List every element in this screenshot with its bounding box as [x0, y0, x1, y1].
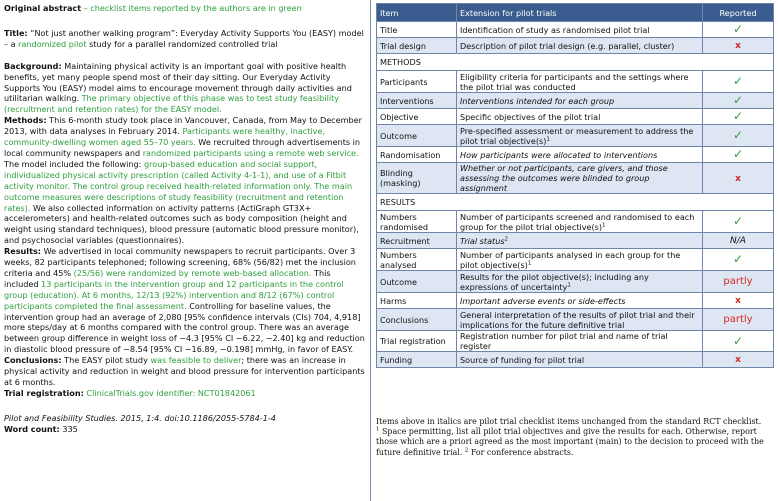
row-extension-text: Interventions intended for each group: [460, 95, 615, 106]
check-icon: ✓: [732, 128, 744, 142]
check-icon: ✓: [732, 252, 744, 266]
row-footnote-ref: 2: [504, 235, 509, 242]
check-icon: ✓: [732, 93, 744, 107]
abstract-methods: Methods: This 6-month study took place in Vancouver, Canada, from May to December 2013, with data analyses in February 2014. Participants were healthy, inactive, community-dwelling women aged 55–70 years. We recruited through advertisements in local community newspapers and randomized participants using a remote web service. The model included the following: group-based education and social support, individualized physical activity prescription (called Activity 4-1-1), and use of a Fitbit activity monitor. The control group received health-related information only. The main outcome measures were descriptions of study feasibility (recruitment and retention rates). We also collected information on activity patterns (ActiGraph GT3X+ accelerometers) and health-related outcomes such as body composition (height and weight using standard techniques), blood pressure (automatic blood pressure monitor), and psychosocial variables (questionnaires).: [4, 115, 362, 246]
row-reported: [703, 93, 774, 109]
row-reported: [703, 163, 774, 194]
abstract-title: Title: “Not just another walking program”: Everyday Activity Supports You (EASY) model – a randomized pilot study for a parallel randomized controlled trial: [4, 27, 364, 49]
row-reported: [703, 293, 774, 309]
row-reported: [703, 38, 774, 54]
row-footnote-ref: 1: [602, 221, 606, 228]
cross-icon: x: [735, 296, 741, 306]
abstract-panel: [0, 0, 371, 501]
row-item: Numbers randomised: [377, 211, 457, 233]
abstract-background: Background: Maintaining physical activity is an important goal with positive health benefits, yet many people spend most of their day sitting. Our Everyday Activity Supports You (EASY) model aims to encourage movement through daily activities and utilitarian walking. The primary objective of this phase was to test study feasibility (recruitment and retention rates) for the EASY model.: [4, 60, 352, 115]
row-reported: [703, 271, 774, 293]
section-label: METHODS: [377, 54, 774, 71]
row-extension-text: Number of participants analysed in each group for the pilot objective(s): [460, 249, 681, 270]
row-extension: [457, 147, 703, 163]
table-row: [377, 309, 774, 331]
row-extension: [457, 125, 703, 147]
table-row: [377, 352, 774, 368]
row-extension: [457, 109, 703, 125]
row-reported: [703, 331, 774, 352]
row-reported: [703, 309, 774, 331]
row-extension: [457, 352, 703, 368]
row-item: Funding: [377, 352, 457, 368]
cross-icon: x: [735, 173, 741, 184]
abstract-header: Original abstract – checklist items reported by the authors are in green: [4, 3, 302, 13]
row-reported: [703, 233, 774, 249]
row-extension: [457, 293, 703, 309]
row-item: Outcome: [377, 271, 457, 293]
checklist-panel: [372, 0, 778, 501]
check-icon: ✓: [732, 74, 744, 88]
row-extension: [457, 71, 703, 93]
check-icon: ✓: [732, 109, 744, 123]
row-extension-text: Trial status: [460, 235, 505, 246]
row-item: Trial design: [377, 38, 457, 54]
row-item: Blinding (masking): [377, 163, 457, 194]
header-extension: Extension for pilot trials: [457, 4, 703, 22]
table-header-row: [377, 4, 774, 22]
row-extension: [457, 38, 703, 54]
partly-label: partly: [723, 314, 753, 325]
row-reported: [703, 249, 774, 271]
row-item: Title: [377, 22, 457, 38]
row-extension: [457, 233, 703, 249]
row-item: Objective: [377, 109, 457, 125]
check-icon: ✓: [732, 22, 744, 36]
na-label: N/A: [730, 236, 746, 246]
row-item: Recruitment: [377, 233, 457, 249]
table-row: [377, 38, 774, 54]
table-row: [377, 147, 774, 163]
table-row: [377, 93, 774, 109]
cross-icon: x: [735, 355, 741, 365]
row-reported: [703, 211, 774, 233]
check-icon: ✓: [732, 333, 744, 348]
row-item: Conclusions: [377, 309, 457, 331]
row-extension-text: Source of funding for pilot trial: [460, 354, 585, 365]
cross-icon: x: [735, 41, 741, 51]
row-extension-text: Description of pilot trial design (e.g. parallel, cluster): [460, 40, 675, 51]
row-extension-text: How participants were allocated to interventions: [460, 149, 658, 160]
check-icon: ✓: [732, 214, 744, 228]
table-row: [377, 71, 774, 93]
row-extension-text: Number of participants screened and randomised to each group for the pilot trial objective(s): [460, 211, 695, 232]
row-reported: [703, 147, 774, 163]
row-item: Outcome: [377, 125, 457, 147]
row-reported: [703, 125, 774, 147]
row-item: Harms: [377, 293, 457, 309]
row-extension: [457, 93, 703, 109]
check-icon: ✓: [732, 147, 744, 161]
row-reported: [703, 22, 774, 38]
row-extension: [457, 22, 703, 38]
row-footnote-ref: 1: [527, 259, 532, 266]
row-item: Numbers analysed: [377, 249, 457, 271]
row-item: Participants: [377, 71, 457, 93]
row-reported: [703, 352, 774, 368]
row-reported: [703, 71, 774, 93]
row-extension-text: Important adverse events or side-effects: [460, 295, 626, 306]
row-extension-text: Identification of study as randomised pilot trial: [460, 24, 650, 35]
row-reported: [703, 109, 774, 125]
section-row: [377, 194, 774, 211]
row-extension-text: Pre-specified assessment or measurement to address the pilot trial objective(s): [460, 125, 694, 146]
abstract-conclusions: Conclusions: The EASY pilot study was feasible to deliver; there was an increase in physical activity and reduction in weight and blood pressure for intervention participants at 6 months.: [4, 355, 365, 387]
row-extension: [457, 249, 703, 271]
checklist-table: [376, 3, 774, 368]
table-footnotes: Items above in italics are pilot trial checklist items unchanged from the standard RCT checklist. $^1$ Space permitting, list all pilot trial objectives and give the results for each. Otherwise, report those which are a priori agreed as the most important (main) to the decision to proceed with the future definitive trial. $^2$ For conference abstracts.: [376, 417, 764, 457]
row-extension-text: General interpretation of the results of pilot trial and their implications for the future definitive trial: [460, 309, 695, 330]
row-extension-text: Results for the pilot objective(s); including any expressions of uncertainty: [460, 271, 649, 292]
table-row: [377, 125, 774, 147]
row-extension-text: Whether or not participants, care givers, and those assessing the outcomes were blinded to group assignment: [460, 163, 668, 193]
row-footnote-ref: 1: [546, 135, 550, 142]
row-extension: [457, 331, 703, 352]
row-extension: [457, 163, 703, 194]
table-row: [377, 211, 774, 233]
abstract-results: Results: We advertised in local community newspapers to recruit participants. Over 3 weeks, 82 participants telephoned; following screening, 68% (56/82) met the inclusion criteria and 45% (25/56) were randomized by remote web-based allocation. This included 13 participants in the intervention group and 12 participants in the control group (education). At 6 months, 12/13 (92%) intervention and 8/12 (67%) control participants completed the final assessment. Controlling for baseline values, the intervention group had an average of 2,080 [95% confidence intervals (CIs) 704, 4,918] more steps/day at 6 months compared with the control group. There was an average between group difference in weight loss of −4.3 [95% CI −6.22, −2.40] kg and reduction in diastolic blood pressure of −8.54 [95% CI −16.89, −0.198] mmHg, in favor of EASY.: [4, 246, 365, 355]
section-label: RESULTS: [377, 194, 774, 211]
partly-label: partly: [723, 276, 753, 287]
row-extension: [457, 271, 703, 293]
header-item: Item: [377, 4, 457, 22]
table-row: [377, 293, 774, 309]
table-row: [377, 249, 774, 271]
table-row: [377, 271, 774, 293]
row-footnote-ref: 1: [567, 281, 571, 288]
table-row: [377, 331, 774, 352]
row-item: Randomisation: [377, 147, 457, 163]
table-row: [377, 163, 774, 194]
table-row: [377, 22, 774, 38]
row-item: Trial registration: [377, 331, 457, 352]
abstract-word-count: Word count: 335: [4, 423, 78, 434]
table-row: [377, 233, 774, 249]
row-extension-text: Specific objectives of the pilot trial: [460, 111, 601, 122]
row-extension: [457, 309, 703, 331]
table-row: [377, 109, 774, 125]
row-item: Interventions: [377, 93, 457, 109]
header-reported: Reported: [703, 4, 774, 22]
row-extension-text: Registration number for pilot trial and name of trial register: [460, 331, 668, 351]
abstract-registration: Trial registration: ClinicalTrials.gov identifier: NCT01842061: [4, 387, 256, 398]
abstract-citation: Pilot and Feasibility Studies. 2015, 1:4. doi:10.1186/2055-5784-1-4: [4, 412, 276, 423]
section-row: [377, 54, 774, 71]
row-extension-text: Eligibility criteria for participants and the settings where the pilot trial was conducted: [460, 71, 689, 92]
row-extension: [457, 211, 703, 233]
